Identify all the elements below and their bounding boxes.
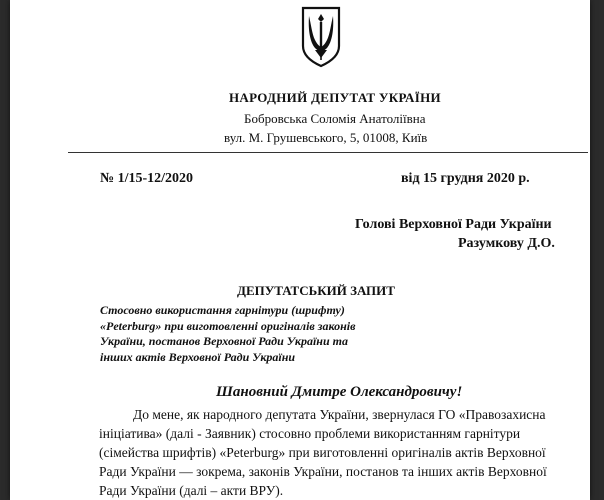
body-line: Ради України (далі – акти ВРУ). bbox=[99, 483, 284, 498]
subject-line: «Peterburg» при виготовленні оригіналів законів bbox=[100, 318, 356, 333]
body-line: ініціатива» (далі - Заявник) стосовно проблеми використанням гарнітури bbox=[99, 426, 521, 441]
addressee-title: Голові Верховної Ради України bbox=[355, 217, 552, 232]
header-divider bbox=[68, 152, 588, 153]
subject-line: України, постанов Верховної Ради України та bbox=[100, 334, 348, 348]
document-subject bbox=[100, 303, 355, 365]
body-paragraph bbox=[99, 405, 579, 500]
reference-date: від 15 грудня 2020 р. bbox=[401, 171, 530, 186]
ukraine-trident-icon bbox=[299, 6, 343, 68]
subject-line: Стосовно використання гарнітури (шрифту) bbox=[100, 303, 345, 317]
document-title: ДЕПУТАТСЬКИЙ ЗАПИТ bbox=[237, 283, 395, 298]
body-line: (сімейства шрифтів) «Peterburg» при виготовленні оригіналів актів Верховної bbox=[99, 445, 546, 460]
body-line: До мене, як народного депутата України, звернулася ГО «Правозахисна bbox=[133, 407, 546, 422]
greeting: Шановний Дмитре Олександровичу! bbox=[216, 384, 463, 400]
subject-line: інших актів Верховної Ради України bbox=[100, 349, 296, 364]
body-line: Ради України — зокрема, законів України, постанов та інших актів Верховної bbox=[99, 464, 547, 479]
reference-number: № 1/15-12/2020 bbox=[100, 171, 194, 186]
deputy-name: Бобровська Соломія Анатоліївна bbox=[244, 111, 426, 126]
document-page bbox=[10, 0, 590, 500]
addressee-name: Разумкову Д.О. bbox=[458, 236, 555, 251]
deputy-address: вул. М. Грушевського, 5, 01008, Київ bbox=[224, 130, 428, 145]
deputy-org-title: НАРОДНИЙ ДЕПУТАТ УКРАЇНИ bbox=[229, 90, 441, 105]
